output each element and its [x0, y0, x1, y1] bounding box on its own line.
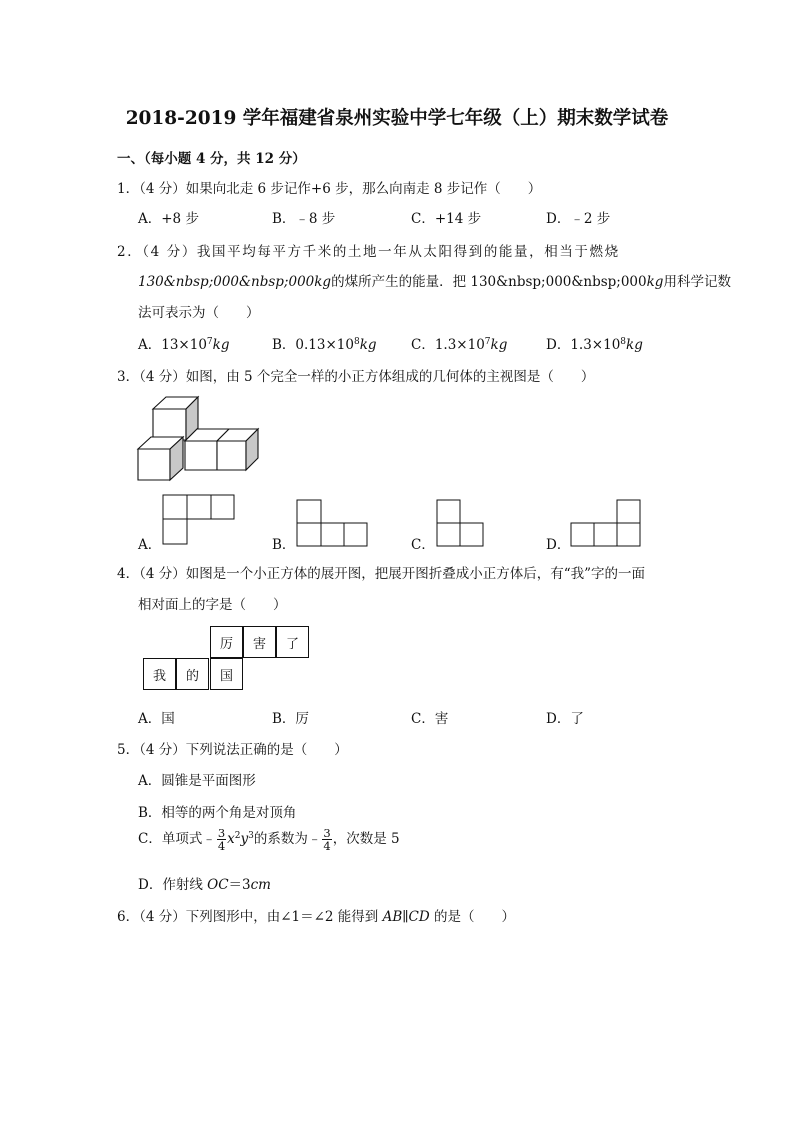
q5-option-d: D．作射线 OC＝3cm	[138, 877, 271, 893]
q4-option-c: C．害	[411, 711, 449, 727]
q4-option-b: B．厉	[272, 711, 309, 727]
fraction: $\frac{3}{4}$	[217, 826, 226, 853]
question-5-stem: 5．（4 分）下列说法正确的是（ ）	[117, 742, 348, 758]
q1-option-d: D．﹣2 步	[546, 211, 611, 227]
q3-option-d-label: D．	[546, 537, 571, 553]
q1-option-c: C．+14 步	[411, 211, 482, 227]
question-2-line-3: 法可表示为（ ）	[138, 305, 260, 321]
q2-unit-2: kg	[646, 274, 664, 290]
net-cell: 害	[243, 626, 276, 658]
q3-option-b-figure	[295, 497, 371, 549]
q4-option-a: A．国	[138, 711, 175, 727]
cube-solid-figure	[130, 395, 270, 485]
q4-option-d: D．了	[546, 711, 584, 727]
q2-unit: kg	[314, 274, 332, 290]
q5-option-a: A．圆锥是平面图形	[138, 773, 256, 789]
question-4-line-1: 4．（4 分）如图是一个小正方体的展开图，把展开图折叠成小正方体后，有“我”字的一面	[117, 566, 646, 582]
q3-option-c-label: C．	[411, 537, 435, 553]
net-cell: 国	[210, 658, 243, 690]
q2-option-a: A．$13\times 10^7kg$	[138, 337, 230, 353]
fraction: $\frac{3}{4}$	[323, 826, 331, 853]
net-cell: 厉	[210, 626, 243, 658]
question-4-line-2: 相对面上的字是（ ）	[138, 597, 287, 613]
q3-option-b-label: B．	[272, 537, 296, 553]
page-title: 2018-2019 学年福建省泉州实验中学七年级（上）期末数学试卷	[125, 108, 669, 129]
q5-option-c: C．单项式﹣ $\frac{3}{4}$ $x^2y^3$的系数为﹣ $\frac{3}{4}$ ，次数是 5	[138, 826, 400, 853]
q2-line2-text-end: 用科学记数	[663, 274, 731, 290]
question-6-stem: 6．（4 分）下列图形中，由∠1＝∠2 能得到 AB∥CD 的是（ ）	[117, 909, 515, 925]
q1-option-a: A．+8 步	[138, 211, 199, 227]
net-cell: 我	[143, 658, 176, 690]
q2-number-text: 130&nbsp;000&nbsp;000	[138, 274, 315, 290]
q3-option-a-label: A．	[138, 537, 162, 553]
section-heading: 一、（每小题 4 分，共 12 分）	[117, 151, 306, 167]
question-1-stem: 1．（4 分）如果向北走 6 步记作+6 步，那么向南走 8 步记作（ ）	[117, 181, 542, 197]
question-2-line-1: 2．（4 分）我国平均每平方千米的土地一年从太阳得到的能量，相当于燃烧	[117, 244, 620, 260]
question-2-line-2	[138, 270, 731, 290]
net-cell: 的	[176, 658, 209, 690]
q3-option-a-figure	[160, 492, 240, 548]
q5-option-b: B．相等的两个角是对顶角	[138, 805, 297, 821]
q2-line2-text: 的煤所产生的能量．把 130&nbsp;000&nbsp;000	[331, 274, 647, 290]
q2-option-c: C．$1.3\times 10^7kg$	[411, 337, 508, 353]
q2-option-b: B．$0.13\times 10^8kg$	[272, 337, 377, 353]
q2-option-d: D．$1.3\times 10^8kg$	[546, 337, 643, 353]
q3-option-c-figure	[434, 497, 488, 549]
q3-option-d-figure	[568, 497, 644, 549]
net-cell: 了	[276, 626, 309, 658]
q1-option-b: B．﹣8 步	[272, 211, 336, 227]
question-3-stem: 3．（4 分）如图，由 5 个完全一样的小正方体组成的几何体的主视图是（ ）	[117, 369, 595, 385]
